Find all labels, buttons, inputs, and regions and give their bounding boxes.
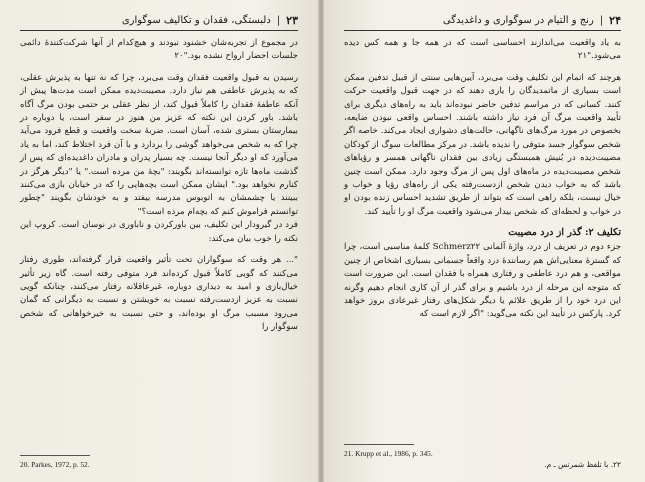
footnote-21: 21. Krupp et al., 1986, p. 345. [344, 449, 433, 458]
left-footnotes [20, 455, 298, 470]
block-quote: "... هر وقت که سوگواران تحت تأثیر واقعیت قرار گرفته‌اند، طوری رفتار می‌کنند که گویی کاملاً قبول کرده‌اند فرد متوفی رفته است. گاه زیر تأثیر خیال‌بازی و امید به دیداری دوباره، غیرعاقلانه رفتار می‌کنند، چنانکه گویی نسبت به عزیز ازدست‌رفته نسبت به خویشتن و نسبت به دیگرانی که گمان می‌رود مسبب مرگ او بوده‌اند، و حتی نسبت به خیرخواهانی که شخص سوگوار را [20, 255, 298, 333]
section-body [344, 241, 621, 321]
left-running-title: دلبستگی، فقدان و تکالیف سوگواری [121, 15, 271, 26]
left-page [0, 0, 318, 482]
left-page-body [20, 37, 298, 335]
paragraph: به یاد واقعیت می‌اندازند احساسی است که در همه جا و همه کس دیده می‌شود."۲۱ [344, 38, 621, 62]
paragraph: در مجموع از تجربه‌شان خشنود نبودند و هیچ‌کدام از آنها شرکت‌کنندهٔ دائمی جلسات احضار ارواح نشده بود."۲۰ [20, 38, 298, 62]
right-running-title: رنج و التیام در سوگواری و داغدیدگی [442, 15, 594, 26]
paragraph: فرد در گیرودار این تکلیف، بین باورکردن و ناباوری در نوسان است. کروپ این نکته را خوب بیان می‌کند: [20, 220, 298, 244]
header-separator: | [276, 15, 281, 26]
paragraph: هرچند که اتمام این تکلیف وقت می‌برد، آیین‌هایی سنتی از قبیل تدفین ممکن است بسیاری از ماتمدیدگان را یاری دهند که در جهت قبول واقعیت حرکت کنند. کسانی که در مراسم تدفین حاضر نبوده‌اند باید به راه‌های دیگری برای تأیید واقعیت مرگ آن فرد نیاز داشته باشند. احساس واقعی نبودن ضایعه، بخصوص در مورد مرگ‌های ناگهانی، حالت‌های دشواری ایجاد می‌کند. خاصه اگر شخص سوگوار جسد متوفی را ندیده باشد. در مرکز مطالعات سوگ از کودکان مصیبت‌دیده در بُنیش همبستگی زیادی بین فقدان ناگهانی همسر و رؤیاهای شخص مصیبت‌دیده در ماه‌های اول پس از مرگ وجود دارد. ممکن است چنین باشد که به خواب دیدن شخص ازدست‌رفته یکی از راه‌های رؤیا و خواب و خیال نیست، بلکه راهی است که بتواند از طریق تشدید احساس زنده بودن او در خواب و لحظه‌ای که شخص بیدار می‌شود واقعیت مرگ او را تأیید کند. [344, 72, 621, 217]
footnote-22: ۲۲. با تلفظ شمرتس ـ م. [544, 460, 621, 469]
paragraph: رسیدن به قبول واقعیت فقدان وقت می‌برد، چرا که نه تنها به پذیرش عقلی، که به پذیرش عاطفی هم نیاز دارد. مصیبت‌دیده ممکن است مدت‌ها پیش از آنکه عاطفهٔ فقدان را کاملاً قبول کند، از نظر عقلی بر حتمی بودن مرگ آگاه باشد. باور کردن این نکته که عزیز من هنوز در سفر است، یا دوباره در بیمارستان بستری شده، آسان است. ضربهٔ سخت واقعیت و قطع فرود می‌آید چرا که به شخص می‌خواهد گوشی را بردارد و با آن فرد اختلاط کند، اما به یاد می‌آورد که او دیگر آنجا نیست. چه بسیار پدران و مادران داغدیده‌ای که پس از گذشت ماه‌ها تازه توانسته‌اند بگویند: "بچهٔ من مرده است." یا "دیگر هرگز در کنارم نخواهد بود." ایشان ممکن است بچه‌هایی را که در خیابان بازی می‌کنند ببینند یا چشمشان به اتوبوس مدرسه بیفتد و به خودشان بگویند "چطور توانستم فراموش کنم که بچه‌ام مرده است؟" [20, 72, 298, 217]
footnote-rule [20, 455, 90, 456]
footnote-20: 20. Parkes, 1972, p. 52. [20, 460, 90, 469]
paragraph: جزء دوم در تعریف از درد، واژهٔ آلمانی Schmerz۲۲ کلمهٔ مناسبی است، چرا که گسترهٔ معنایی‌اش هم رسانندهٔ درد واقعاً جسمانی بسیاری اشخاص از چنین مواقعی، و هم درد عاطفی و رفتاری همراه با فقدان است. این ضرورت است که متوجه این مرحله از درد باشیم و برای گذر از آن کاری انجام دهیم وگرنه این درد خود را از طریق علائم یا دیگر شکل‌های رفتار غیرعادی بروز خواهد کرد. پارکس در تأیید این نکته می‌گوید: "اگر لازم است که [344, 242, 622, 320]
right-page [324, 0, 645, 482]
section-heading: تکلیف ۲: گذر از درد مصیبت [508, 227, 621, 239]
right-page-number: ۲۴ [609, 14, 621, 27]
left-page-header [20, 14, 298, 31]
left-page-number: ۲۳ [286, 14, 298, 27]
header-separator: | [599, 15, 604, 26]
right-page-header [344, 14, 621, 31]
right-footnotes [344, 444, 621, 470]
footnote-rule [344, 444, 414, 445]
right-page-body [344, 37, 621, 219]
